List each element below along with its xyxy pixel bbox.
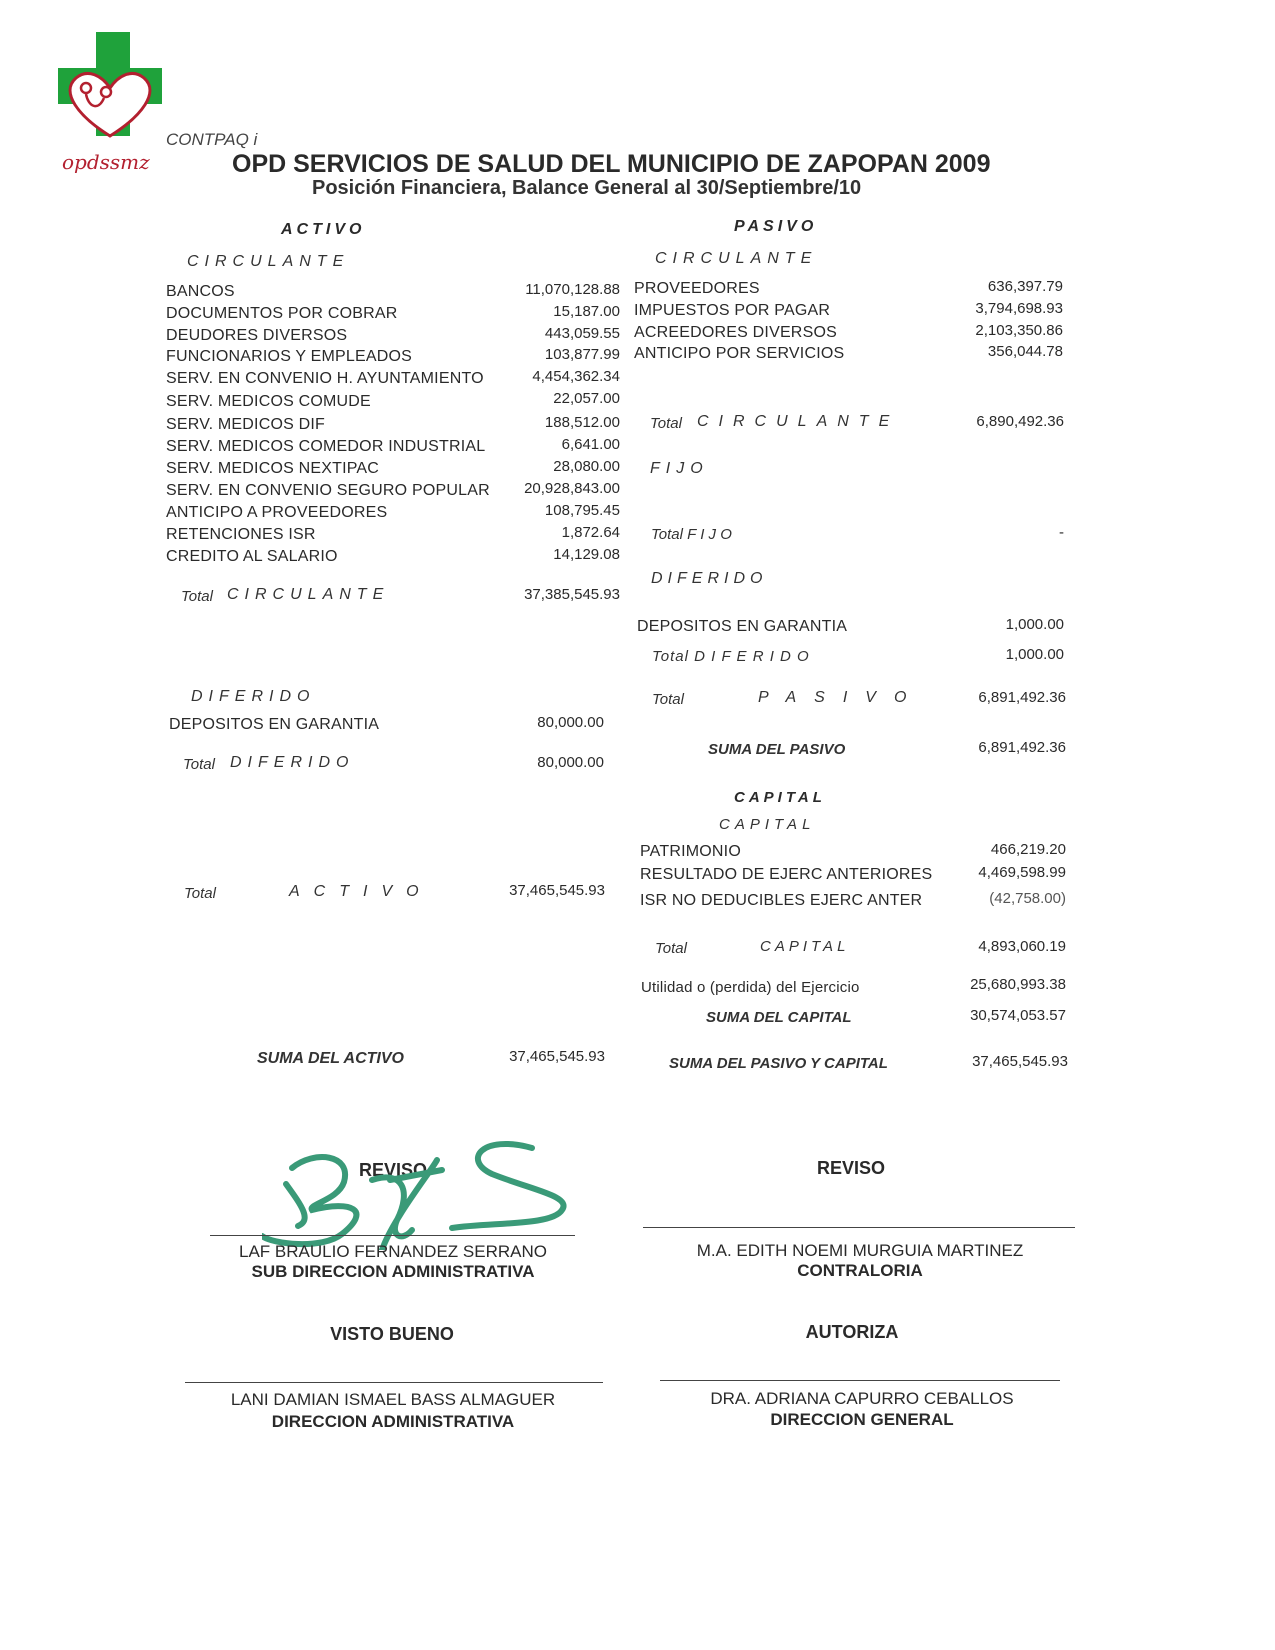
capital-total-word: Total bbox=[655, 940, 687, 957]
pasivo-item-label: ANTICIPO POR SERVICIOS bbox=[634, 345, 845, 362]
pasivo-total-diferido-amount: 1,000.00 bbox=[1005, 646, 1064, 663]
pasivo-item-amount: 356,044.78 bbox=[987, 343, 1063, 360]
handwritten-signature-icon bbox=[262, 1140, 582, 1250]
suma-pasivo-capital-label: SUMA DEL PASIVO Y CAPITAL bbox=[669, 1055, 888, 1072]
pasivo-total-circulante-label: CIRCULANTE bbox=[697, 413, 900, 430]
activo-total-circulante-amount: 37,385,545.93 bbox=[524, 586, 620, 603]
signature-2-line bbox=[643, 1227, 1075, 1228]
pasivo-total-amount: 6,891,492.36 bbox=[978, 689, 1066, 706]
activo-total-diferido-word: Total bbox=[183, 756, 215, 773]
suma-capital-amount: 30,574,053.57 bbox=[970, 1007, 1066, 1024]
capital-item-label: PATRIMONIO bbox=[640, 843, 741, 860]
pasivo-total-label: PASIVO bbox=[758, 689, 925, 706]
pasivo-item-amount: 636,397.79 bbox=[987, 278, 1063, 295]
activo-item-label: SERV. EN CONVENIO H. AYUNTAMIENTO bbox=[166, 370, 484, 387]
pasivo-total-fijo-amount: - bbox=[1059, 524, 1064, 541]
activo-item-amount: 15,187.00 bbox=[553, 303, 620, 320]
pasivo-diferido-label: DIFERIDO bbox=[651, 570, 768, 587]
suma-pasivo-capital-amount: 37,465,545.93 bbox=[972, 1053, 1068, 1070]
logo-text: opdssmz bbox=[62, 150, 150, 174]
signature-1-role: SUB DIRECCION ADMINISTRATIVA bbox=[251, 1262, 535, 1281]
activo-item-amount: 28,080.00 bbox=[553, 458, 620, 475]
activo-item-label: SERV. MEDICOS COMUDE bbox=[166, 393, 371, 410]
page-title: OPD SERVICIOS DE SALUD DEL MUNICIPIO DE ZAPOPAN 2009 bbox=[232, 150, 991, 178]
pasivo-depositos-amount: 1,000.00 bbox=[1005, 616, 1064, 633]
activo-item-label: RETENCIONES ISR bbox=[166, 526, 316, 543]
activo-item-label: SERV. MEDICOS COMEDOR INDUSTRIAL bbox=[166, 438, 486, 455]
activo-item-label: CREDITO AL SALARIO bbox=[166, 548, 338, 565]
pasivo-heading: PASIVO bbox=[734, 218, 818, 235]
pasivo-item-label: PROVEEDORES bbox=[634, 280, 760, 297]
capital-total-label: CAPITAL bbox=[760, 938, 850, 955]
signature-4-name: DRA. ADRIANA CAPURRO CEBALLOS bbox=[710, 1389, 1014, 1408]
activo-diferido-label: DIFERIDO bbox=[191, 688, 316, 705]
pasivo-total-circulante-word: Total bbox=[650, 415, 682, 432]
activo-item-amount: 1,872.64 bbox=[561, 524, 620, 541]
signature-1-line bbox=[210, 1235, 575, 1236]
capital-total-amount: 4,893,060.19 bbox=[978, 938, 1066, 955]
activo-depositos-label: DEPOSITOS EN GARANTIA bbox=[169, 716, 380, 733]
pasivo-fijo-label: FIJO bbox=[650, 460, 709, 477]
page-subtitle: Posición Financiera, Balance General al 30/Septiembre/10 bbox=[312, 177, 862, 199]
capital-heading: CAPITAL bbox=[734, 789, 826, 806]
activo-item-amount: 108,795.45 bbox=[544, 502, 620, 519]
activo-item-label: FUNCIONARIOS Y EMPLEADOS bbox=[166, 348, 413, 365]
activo-item-amount: 22,057.00 bbox=[553, 390, 620, 407]
pasivo-total-word: Total bbox=[652, 691, 684, 708]
signature-1-heading: REVISO bbox=[358, 1160, 428, 1180]
pasivo-total-diferido-label: Total D I F E R I D O bbox=[652, 648, 810, 665]
signature-3-name: LANI DAMIAN ISMAEL BASS ALMAGUER bbox=[230, 1390, 556, 1409]
suma-activo-amount: 37,465,545.93 bbox=[509, 1048, 605, 1065]
activo-item-amount: 443,059.55 bbox=[544, 325, 620, 342]
capital-item-label: RESULTADO DE EJERC ANTERIORES bbox=[640, 866, 933, 883]
pasivo-item-amount: 3,794,698.93 bbox=[975, 300, 1063, 317]
activo-item-label: SERV. EN CONVENIO SEGURO POPULAR bbox=[166, 482, 490, 499]
pasivo-item-label: IMPUESTOS POR PAGAR bbox=[634, 302, 831, 319]
pasivo-item-amount: 2,103,350.86 bbox=[975, 322, 1063, 339]
activo-total-diferido-amount: 80,000.00 bbox=[537, 754, 604, 771]
logo bbox=[58, 32, 168, 182]
utilidad-label: Utilidad o (perdida) del Ejercicio bbox=[641, 979, 860, 996]
activo-depositos-amount: 80,000.00 bbox=[537, 714, 604, 731]
activo-item-amount: 20,928,843.00 bbox=[524, 480, 620, 497]
signature-2-heading: REVISO bbox=[816, 1158, 886, 1178]
activo-item-label: SERV. MEDICOS NEXTIPAC bbox=[166, 460, 380, 477]
capital-item-amount: (42,758.00) bbox=[989, 890, 1066, 907]
capital-item-amount: 4,469,598.99 bbox=[978, 864, 1066, 881]
pasivo-item-label: ACREEDORES DIVERSOS bbox=[634, 324, 837, 341]
pasivo-total-fijo-label: Total F I J O bbox=[651, 526, 732, 543]
signature-2-name: M.A. EDITH NOEMI MURGUIA MARTINEZ bbox=[696, 1241, 1024, 1260]
activo-heading: ACTIVO bbox=[281, 221, 366, 238]
signature-3-heading: VISTO BUENO bbox=[330, 1324, 454, 1344]
software-label: CONTPAQ i bbox=[166, 130, 258, 149]
capital-item-label: ISR NO DEDUCIBLES EJERC ANTER bbox=[640, 892, 923, 909]
activo-item-amount: 11,070,128.88 bbox=[525, 281, 620, 298]
activo-item-label: SERV. MEDICOS DIF bbox=[166, 416, 325, 433]
activo-item-label: BANCOS bbox=[166, 283, 235, 300]
activo-total-amount: 37,465,545.93 bbox=[509, 882, 605, 899]
suma-activo-label: SUMA DEL ACTIVO bbox=[257, 1050, 404, 1067]
suma-pasivo-amount: 6,891,492.36 bbox=[978, 739, 1066, 756]
capital-sub-label: CAPITAL bbox=[719, 816, 816, 833]
activo-item-label: ANTICIPO A PROVEEDORES bbox=[166, 504, 388, 521]
pasivo-depositos-label: DEPOSITOS EN GARANTIA bbox=[637, 618, 848, 635]
signature-3-line bbox=[185, 1382, 603, 1383]
activo-total-diferido-label: DIFERIDO bbox=[230, 754, 355, 771]
pasivo-circulante-label: CIRCULANTE bbox=[655, 250, 818, 267]
activo-item-label: DEUDORES DIVERSOS bbox=[166, 327, 348, 344]
signature-1-name: LAF BRAULIO FERNANDEZ SERRANO bbox=[239, 1242, 547, 1261]
signature-3-role: DIRECCION ADMINISTRATIVA bbox=[271, 1412, 515, 1431]
activo-total-label: ACTIVO bbox=[289, 883, 433, 900]
activo-item-label: DOCUMENTOS POR COBRAR bbox=[166, 305, 398, 322]
activo-item-amount: 188,512.00 bbox=[544, 414, 620, 431]
suma-capital-label: SUMA DEL CAPITAL bbox=[706, 1009, 852, 1026]
activo-item-amount: 4,454,362.34 bbox=[532, 368, 620, 385]
activo-total-circulante-word: Total bbox=[181, 588, 213, 605]
suma-pasivo-label: SUMA DEL PASIVO bbox=[708, 741, 846, 758]
activo-total-word: Total bbox=[184, 885, 216, 902]
activo-item-amount: 6,641.00 bbox=[561, 436, 620, 453]
capital-item-amount: 466,219.20 bbox=[990, 841, 1066, 858]
activo-item-amount: 103,877.99 bbox=[544, 346, 620, 363]
utilidad-amount: 25,680,993.38 bbox=[970, 976, 1066, 993]
activo-circulante-label: CIRCULANTE bbox=[187, 253, 350, 270]
signature-2-role: CONTRALORIA bbox=[797, 1261, 923, 1280]
activo-total-circulante-label: CIRCULANTE bbox=[227, 586, 390, 603]
signature-4-heading: AUTORIZA bbox=[805, 1322, 899, 1342]
signature-4-role: DIRECCION GENERAL bbox=[770, 1410, 954, 1429]
activo-item-amount: 14,129.08 bbox=[553, 546, 620, 563]
pasivo-total-circulante-amount: 6,890,492.36 bbox=[976, 413, 1064, 430]
signature-4-line bbox=[660, 1380, 1060, 1381]
